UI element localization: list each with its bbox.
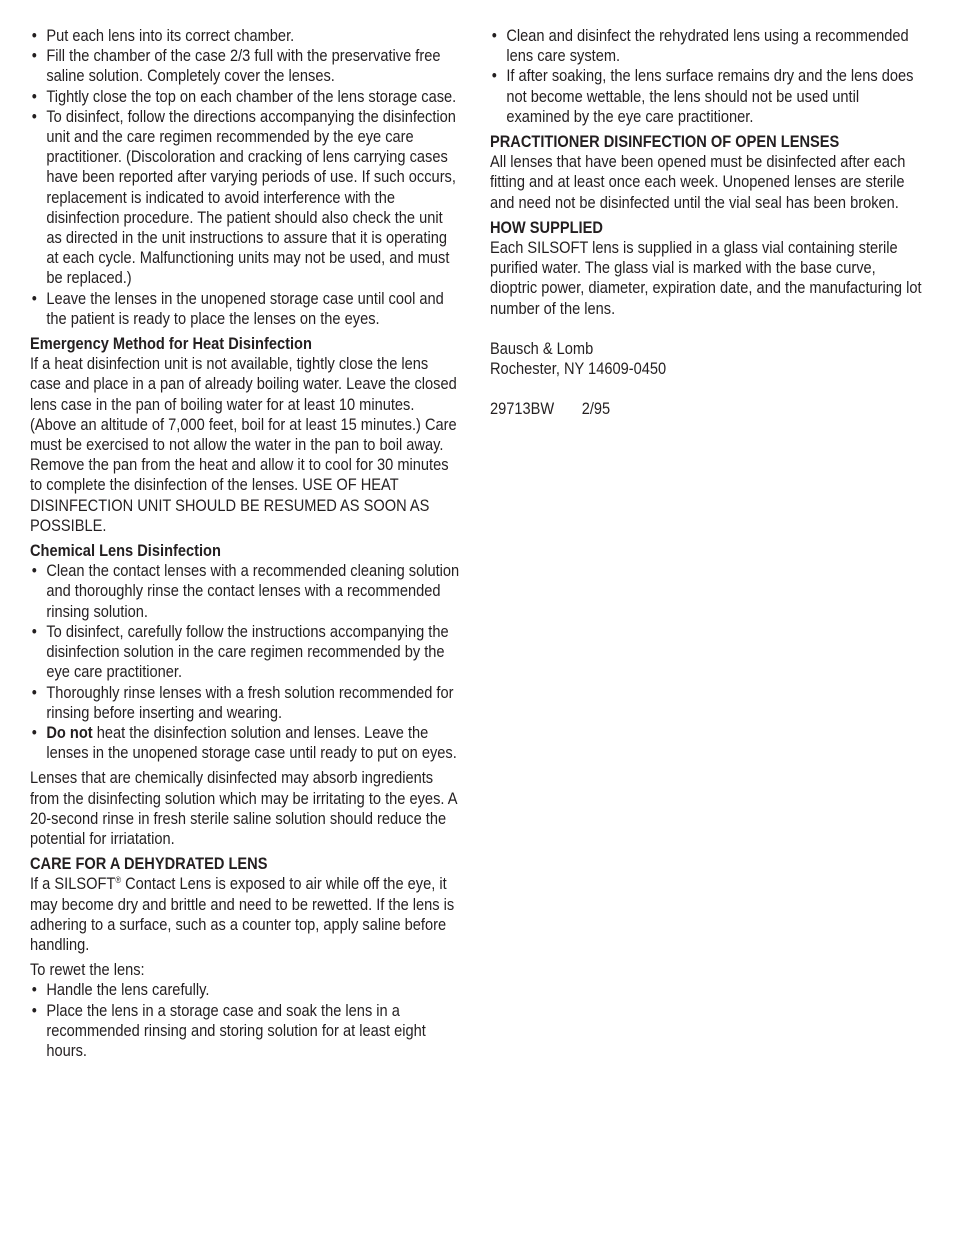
list-item: • Clean the contact lenses with a recommended cleaning solution and thoroughly rinse the contact lenses with a recommended rinsing solution. [30, 561, 460, 622]
how-supplied-heading: HOW SUPPLIED [490, 217, 603, 237]
list-item: • Put each lens into its correct chamber. [30, 26, 460, 46]
emergency-heat-heading: Emergency Method for Heat Disinfection [30, 334, 312, 354]
how-supplied-paragraph: Each SILSOFT lens is supplied in a glass vial containing sterile purified water. The glass vial is marked with the base curve, dioptric power, diameter, expiration date, and the manufacturing lot number of the lens. [490, 238, 922, 318]
list-item: • Thoroughly rinse lenses with a fresh solution recommended for rinsing before inserting and wearing. [30, 683, 460, 723]
rewet-steps-list [30, 980, 460, 1061]
company-address: Rochester, NY 14609-0450 [490, 359, 667, 379]
dehydrated-lens-paragraph [30, 874, 460, 955]
list-item: • Fill the chamber of the case 2/3 full with the preservative free saline solution. Completely cover the lenses. [30, 46, 460, 86]
storage-steps-list [30, 26, 460, 329]
left-column [30, 26, 460, 1061]
document-date: 2/95 [581, 399, 611, 419]
dehydrated-text-start: If a SILSOFT [30, 874, 116, 894]
document-code-line [490, 399, 924, 419]
document-code: 29713BW [490, 399, 555, 419]
chemical-disinfection-heading: Chemical Lens Disinfection [30, 541, 221, 561]
list-item: • Place the lens in a storage case and soak the lens in a recommended rinsing and storing solution for at least eight hours. [30, 1001, 460, 1062]
do-not-text: heat the disinfection solution and lenses. Leave the lenses in the unopened storage case until ready to put on eyes. [46, 722, 457, 763]
dehydrated-lens-heading: CARE FOR A DEHYDRATED LENS [30, 854, 268, 874]
rewet-intro: To rewet the lens: [30, 960, 145, 980]
list-item: • Handle the lens carefully. [30, 980, 460, 1000]
right-column [490, 26, 924, 419]
dehydrated-text-end: Contact Lens is exposed to air while off the eye, it may become dry and brittle and need to be rewetted. If the lens is adhering to a surface, such as a counter top, apply saline before handling. [30, 874, 455, 954]
practitioner-disinfection-heading: PRACTITIONER DISINFECTION OF OPEN LENSES [490, 132, 840, 152]
registered-mark: ® [115, 875, 122, 886]
list-item: • Leave the lenses in the unopened storage case until cool and the patient is ready to place the lenses on the eyes. [30, 289, 460, 329]
rewet-steps-cont-list [490, 26, 924, 127]
list-item: • Clean and disinfect the rehydrated lens using a recommended lens care system. [490, 26, 924, 66]
chemical-steps-list [30, 561, 460, 763]
list-item: • To disinfect, follow the directions accompanying the disinfection unit and the care regimen recommended by the eye care practitioner. (Discoloration and cracking of lens carrying cases have been reported after varying periods of use. If such occurs, replacement is indicated to avoid interference with the disinfection procedure. The patient should also check the unit as directed in the unit instructions to assure that it is operating at each cycle. Malfunctioning units may not be used, and must be replaced.) [30, 107, 460, 289]
list-item: • To disinfect, carefully follow the instructions accompanying the disinfection solution in the care regimen recommended by the eye care practitioner. [30, 622, 460, 683]
list-item [30, 723, 460, 763]
company-name: Bausch & Lomb [490, 338, 594, 358]
list-item: • Tightly close the top on each chamber of the lens storage case. [30, 87, 460, 107]
emergency-heat-paragraph: If a heat disinfection unit is not available, tightly close the lens case and place in a pan of already boiling water. Leave the closed lens case in the pan of boiling water for at least 10 minutes. (Above an altitude of 7,000 feet, boil for at least 15 minutes.) Care must be exercised to not allow the water in the pan to boil away. Remove the pan from the heat and allow it to cool for 30 minutes to complete the disinfection of the lenses. USE OF HEAT DISINFECTION UNIT SHOULD BE RESUMED AS SOON AS POSSIBLE. [30, 354, 457, 535]
do-not-emphasis: Do not [46, 722, 93, 742]
list-item: • If after soaking, the lens surface remains dry and the lens does not become wettable, the lens should not be used until examined by the eye care practitioner. [490, 66, 924, 127]
chemical-note-paragraph: Lenses that are chemically disinfected may absorb ingredients from the disinfecting solution which may be irritating to the eyes. A 20-second rinse in fresh sterile saline solution should reduce the potential for irriatation. [30, 768, 457, 848]
practitioner-disinfection-paragraph: All lenses that have been opened must be disinfected after each fitting and at least once each week. Unopened lenses are sterile and need not be disinfected until the vial seal has been broken. [490, 152, 906, 212]
